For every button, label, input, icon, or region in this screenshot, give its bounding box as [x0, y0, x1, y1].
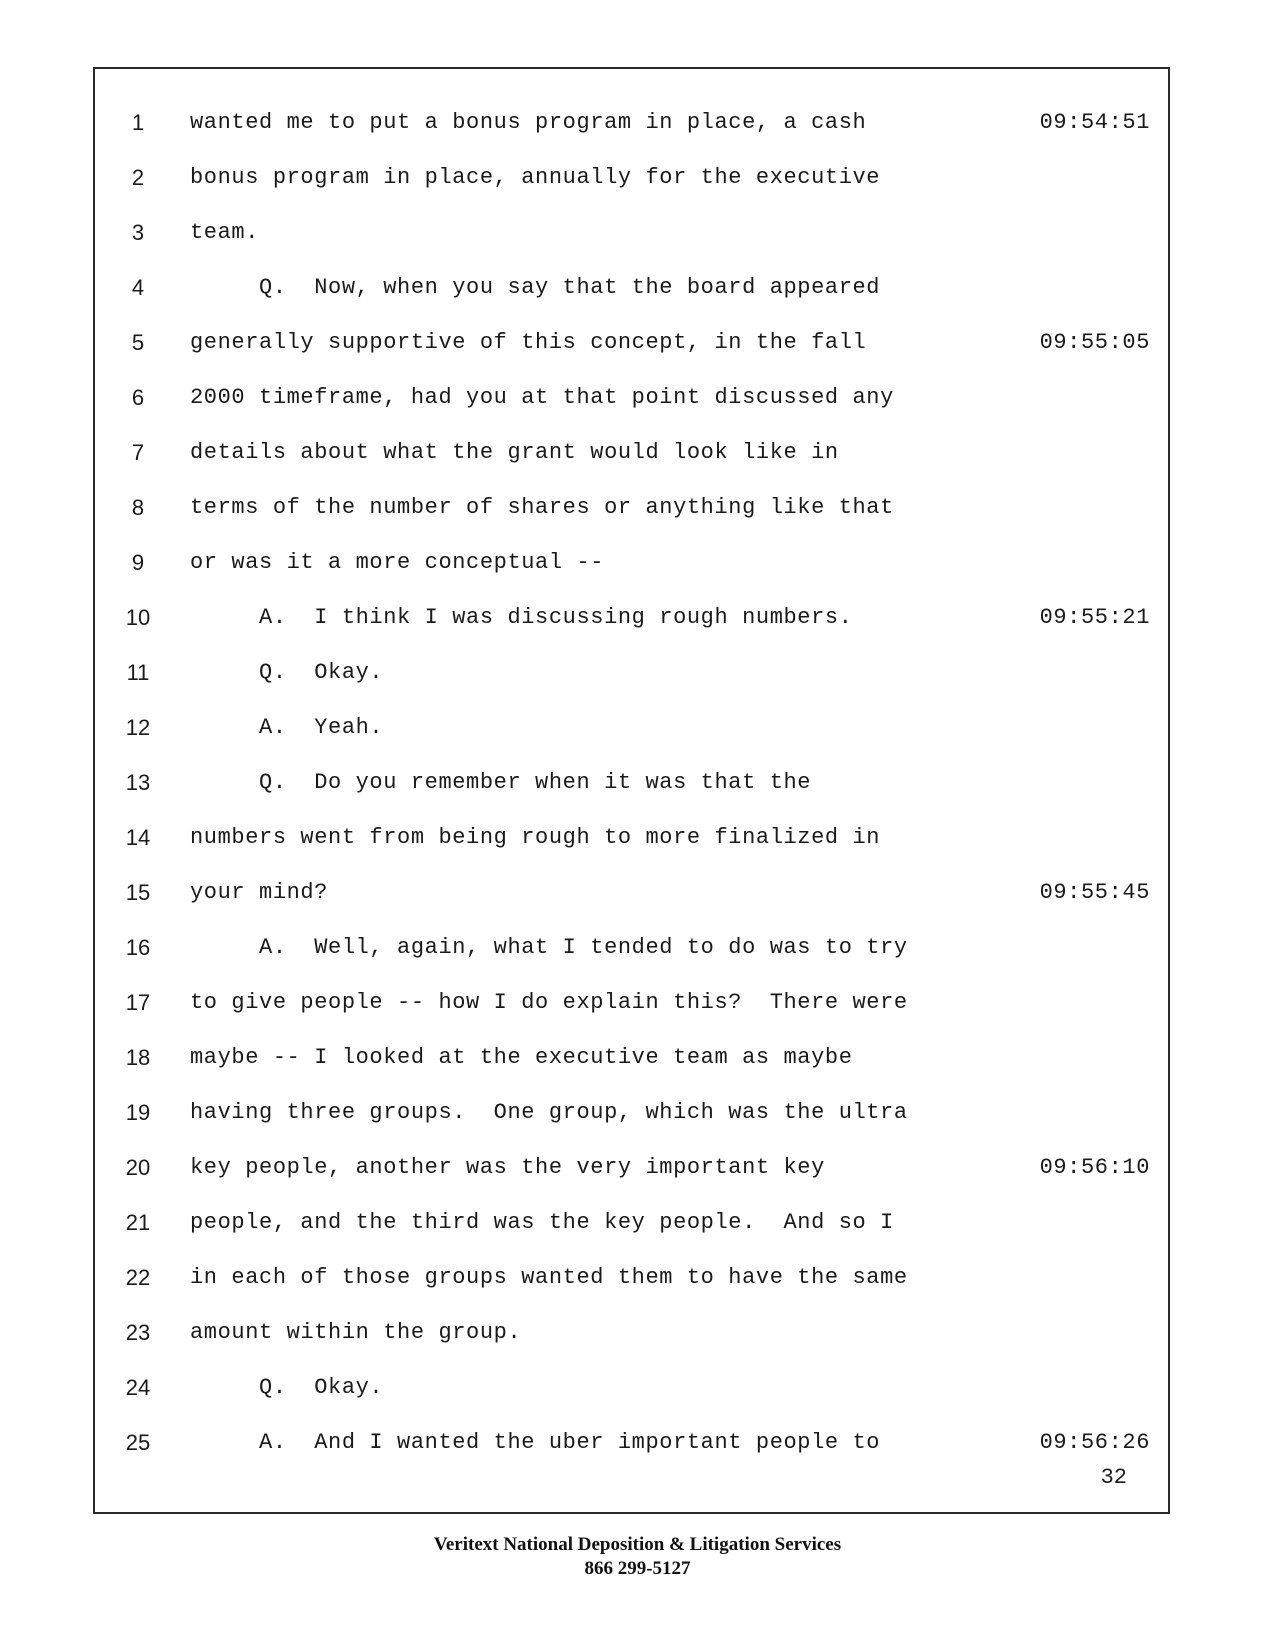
line-text: people, and the third was the key people. And so I	[190, 1210, 894, 1235]
transcript-line	[93, 876, 1170, 931]
line-timestamp: 09:55:21	[1039, 605, 1150, 630]
line-number: 25	[125, 1430, 151, 1455]
line-number: 3	[131, 220, 145, 245]
transcript-line	[93, 216, 1170, 271]
line-text: Q. Okay.	[190, 1375, 384, 1400]
line-timestamp: 09:55:45	[1039, 880, 1150, 905]
line-number: 6	[131, 385, 145, 410]
line-text: A. I think I was discussing rough numbers.	[190, 605, 853, 630]
line-number: 22	[125, 1265, 151, 1290]
line-number: 10	[125, 605, 151, 630]
line-text: or was it a more conceptual --	[190, 550, 605, 575]
line-number: 15	[125, 880, 151, 905]
line-timestamp: 09:56:26	[1039, 1430, 1150, 1455]
line-number: 19	[125, 1100, 151, 1125]
line-text: A. And I wanted the uber important people to	[190, 1430, 881, 1455]
transcript-line	[93, 656, 1170, 711]
line-number: 17	[125, 990, 151, 1015]
transcript-line	[93, 161, 1170, 216]
transcript-line	[93, 1041, 1170, 1096]
line-text: maybe -- I looked at the executive team as maybe	[190, 1045, 853, 1070]
line-text: team.	[190, 220, 260, 245]
transcript-line	[93, 1206, 1170, 1261]
transcript-line	[93, 1151, 1170, 1206]
transcript-line	[93, 931, 1170, 986]
line-text: your mind?	[190, 880, 329, 905]
line-number: 14	[125, 825, 151, 850]
transcript-line	[93, 546, 1170, 601]
line-number: 18	[125, 1045, 151, 1070]
transcript-line	[93, 601, 1170, 656]
line-text: in each of those groups wanted them to have the same	[190, 1265, 908, 1290]
line-timestamp: 09:56:10	[1039, 1155, 1150, 1180]
line-text: bonus program in place, annually for the executive	[190, 165, 881, 190]
line-number: 21	[125, 1210, 151, 1235]
footer	[0, 1533, 1275, 1581]
transcript-line	[93, 1096, 1170, 1151]
transcript-line	[93, 1316, 1170, 1371]
transcript-line	[93, 271, 1170, 326]
line-number: 5	[131, 330, 145, 355]
line-number: 20	[125, 1155, 151, 1180]
line-text: to give people -- how I do explain this? There were	[190, 990, 908, 1015]
line-text: having three groups. One group, which was the ultra	[190, 1100, 908, 1125]
line-number: 11	[126, 660, 150, 685]
line-number: 13	[125, 770, 151, 795]
footer-phone: 866 299-5127	[584, 1558, 691, 1579]
line-text: Q. Okay.	[190, 660, 384, 685]
line-number: 4	[131, 275, 145, 300]
line-text: key people, another was the very important key	[190, 1155, 825, 1180]
transcript-line	[93, 1261, 1170, 1316]
line-timestamp: 09:54:51	[1039, 110, 1150, 135]
line-number: 1	[131, 110, 145, 135]
line-number: 24	[125, 1375, 151, 1400]
transcript-line	[93, 711, 1170, 766]
transcript-line	[93, 326, 1170, 381]
transcript-line	[93, 1371, 1170, 1426]
line-text: Q. Do you remember when it was that the	[190, 770, 812, 795]
line-number: 7	[131, 440, 145, 465]
line-number: 2	[131, 165, 145, 190]
transcript-line	[93, 106, 1170, 161]
line-text: amount within the group.	[190, 1320, 522, 1345]
line-text: 2000 timeframe, had you at that point discussed any	[190, 385, 894, 410]
transcript-body	[93, 106, 1170, 1481]
transcript-line	[93, 821, 1170, 876]
line-number: 12	[125, 715, 151, 740]
footer-company: Veritext National Deposition & Litigation Services	[433, 1534, 842, 1555]
line-number: 9	[131, 550, 145, 575]
line-text: wanted me to put a bonus program in place, a cash	[190, 110, 867, 135]
line-text: Q. Now, when you say that the board appeared	[190, 275, 881, 300]
transcript-line	[93, 381, 1170, 436]
line-text: A. Well, again, what I tended to do was to try	[190, 935, 908, 960]
line-text: generally supportive of this concept, in the fall	[190, 330, 867, 355]
line-text: numbers went from being rough to more finalized in	[190, 825, 881, 850]
line-text: terms of the number of shares or anything like that	[190, 495, 894, 520]
line-number: 16	[125, 935, 151, 960]
transcript-line	[93, 986, 1170, 1041]
line-number: 8	[131, 495, 145, 520]
page-number: 32	[1100, 1465, 1127, 1490]
transcript-line	[93, 766, 1170, 821]
transcript-line	[93, 491, 1170, 546]
transcript-line	[93, 1426, 1170, 1481]
line-number: 23	[125, 1320, 151, 1345]
transcript-line	[93, 436, 1170, 491]
line-text: A. Yeah.	[190, 715, 384, 740]
line-timestamp: 09:55:05	[1039, 330, 1150, 355]
line-text: details about what the grant would look like in	[190, 440, 839, 465]
